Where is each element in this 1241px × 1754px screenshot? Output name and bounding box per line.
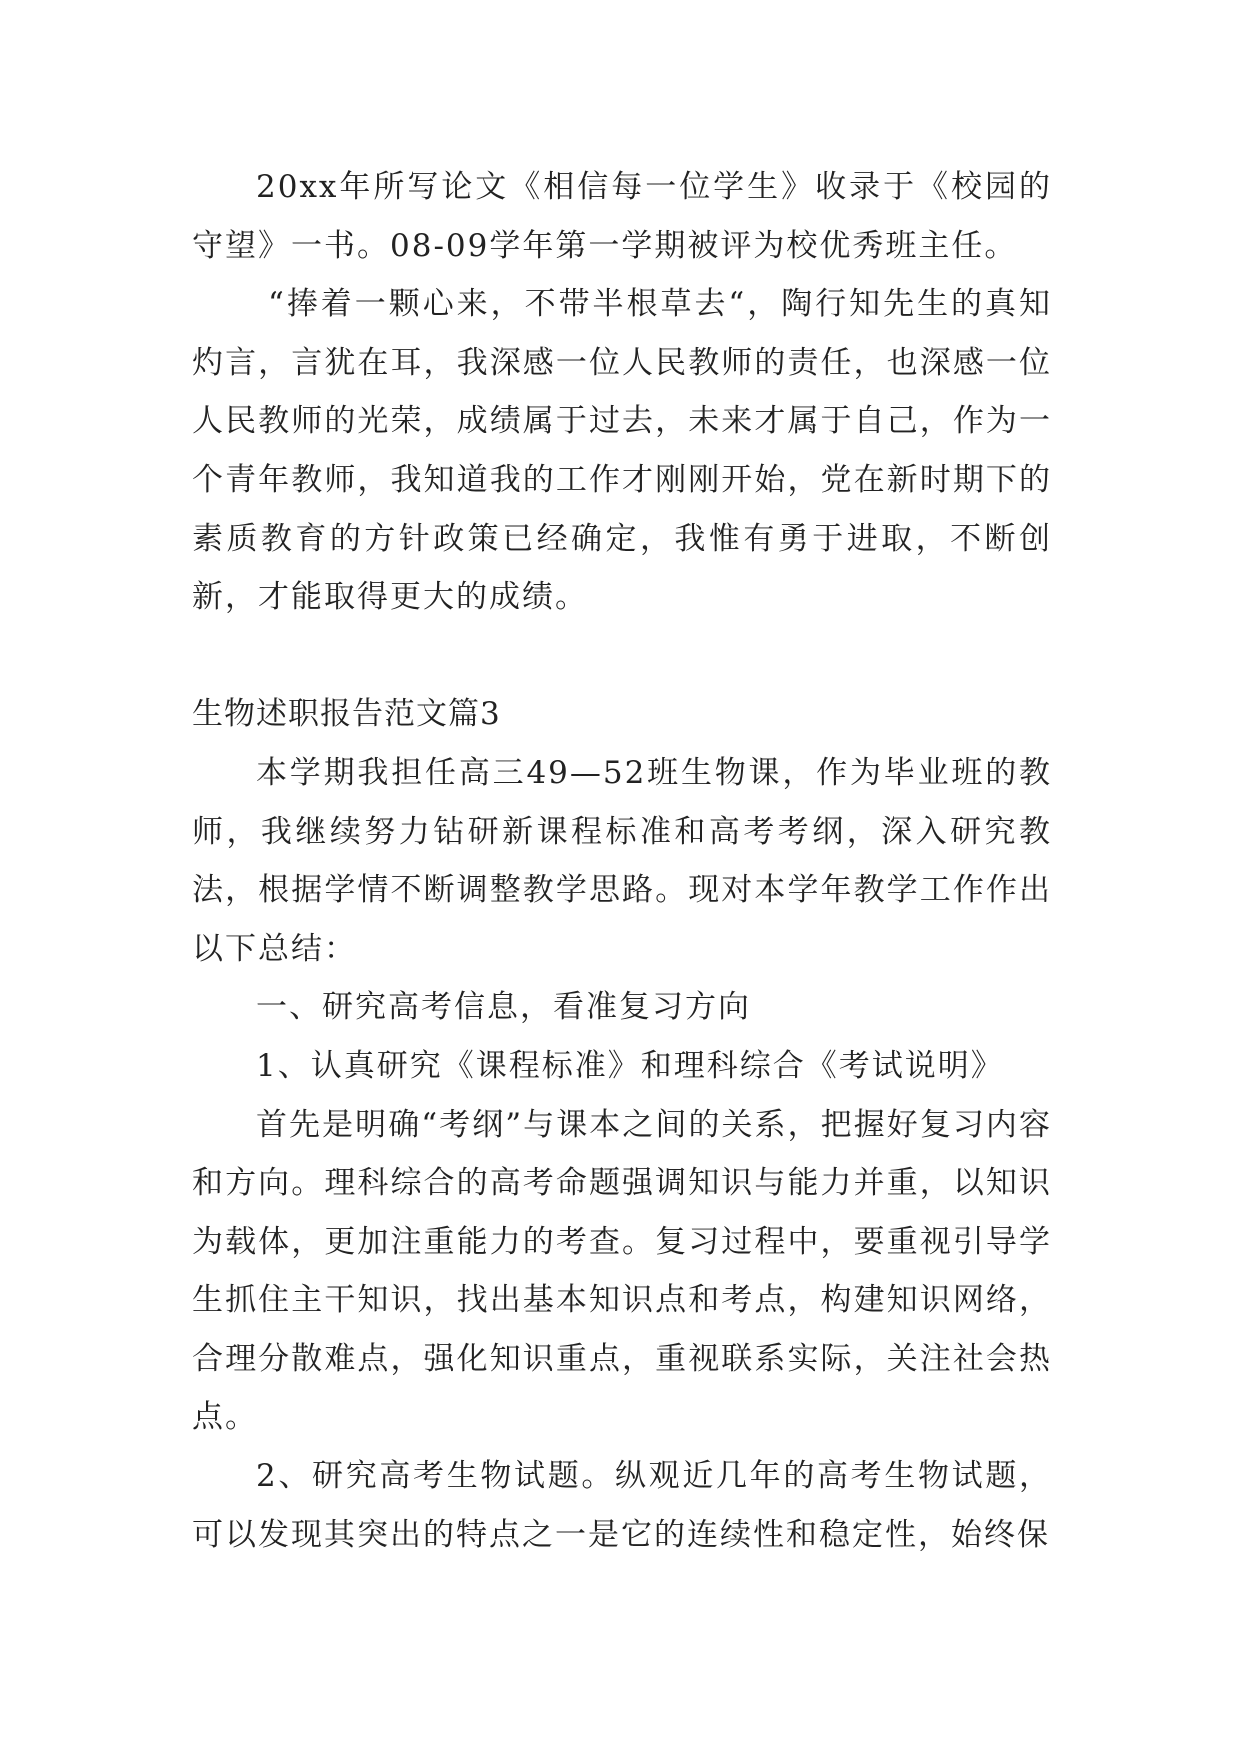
paragraph-item-1: 1、认真研究《课程标准》和理科综合《考试说明》	[256, 1047, 1004, 1084]
paragraph-exam-outline: 首先是明确“考纲”与课本之间的关系，把握好复习内容和方向。理科综合的高考命题强调知识与能力并重，以知识为载体，更加注重能力的考查。复习过程中，要重视引导学生抓住主干知识，找出基本知识点和考点，构建知识网络，合理分散难点，强化知识重点，重视联系实际，关注社会热点。	[192, 1106, 1052, 1436]
paragraph-subheading-1: 一、研究高考信息，看准复习方向	[256, 989, 751, 1026]
paragraph-tao-xingzhi-quote: “捧着一颗心来，不带半根草去“，陶行知先生的真知灼言，言犹在耳，我深感一位人民教师的责任，也深感一位人民教师的光荣，成绩属于过去，未来才属于自己，作为一个青年教师，我知道我的工作才刚刚开始，党在新时期下的素质教育的方针政策已经确定，我惟有勇于进取，不断创新，才能取得更大的成绩。	[192, 286, 1052, 616]
section-heading: 生物述职报告范文篇3	[192, 696, 501, 733]
document-body	[192, 158, 1052, 1564]
paragraph-intro: 本学期我担任高三49—52班生物课，作为毕业班的教师，我继续努力钻研新课程标准和高考考纲，深入研究教法，根据学情不断调整教学思路。现对本学年教学工作作出以下总结：	[192, 754, 1052, 967]
paragraph-thesis-award: 20xx年所写论文《相信每一位学生》收录于《校园的守望》一书。08-09学年第一学期被评为校优秀班主任。	[192, 169, 1052, 264]
paragraph-item-2: 2、研究高考生物试题。纵观近几年的高考生物试题，可以发现其突出的特点之一是它的连续性和稳定性，始终保	[192, 1458, 1052, 1553]
